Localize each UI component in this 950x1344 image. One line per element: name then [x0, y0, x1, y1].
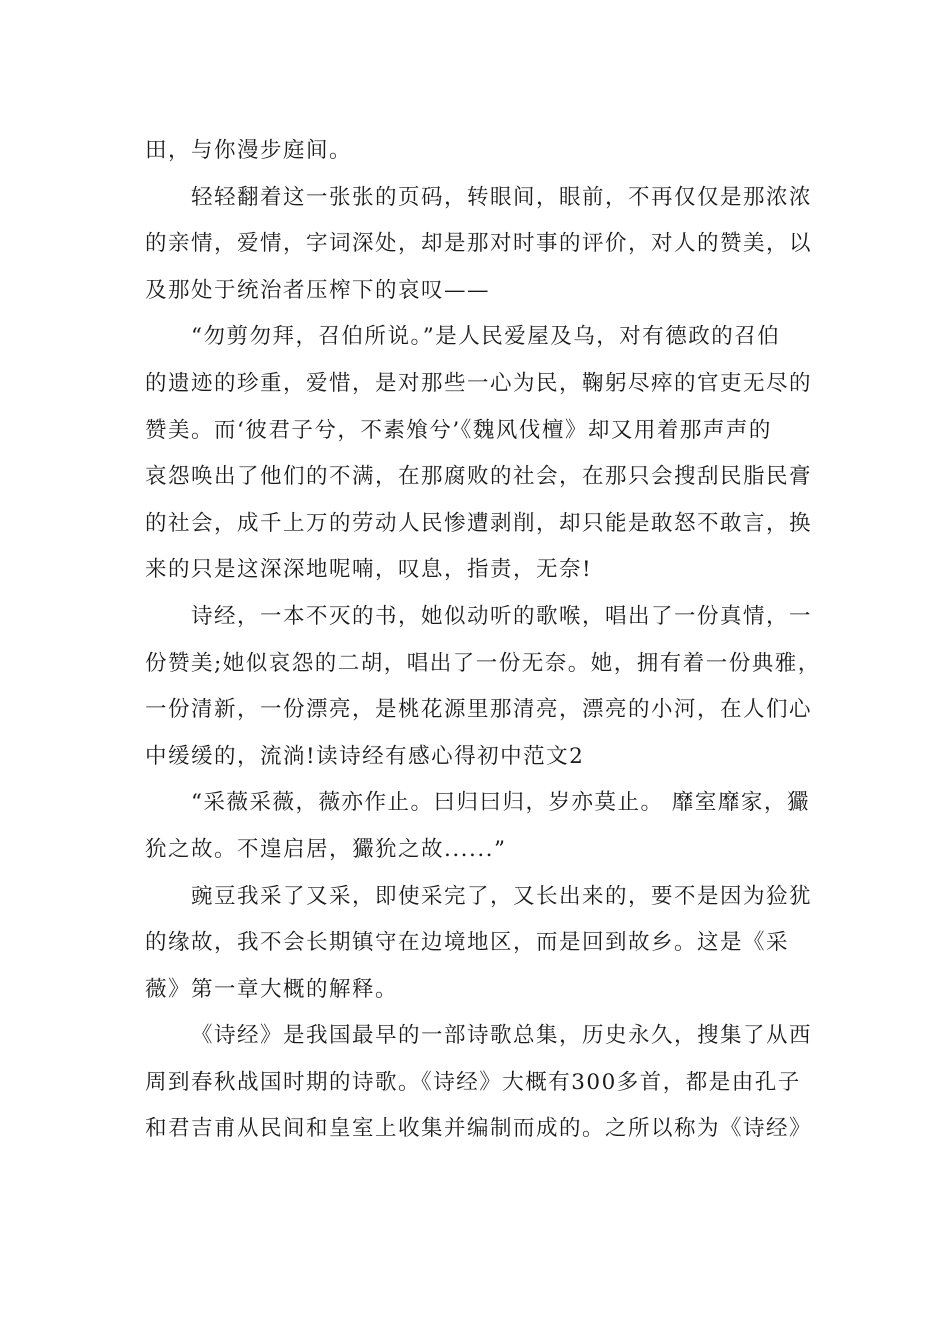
text-line: 诗经，一本不灭的书，她似动听的歌喉，唱出了一份真情，一 [191, 603, 813, 629]
text-line: 田，与你漫步庭间。 [145, 138, 353, 163]
text-line: 的遗迹的珍重，爱惜，是对那些一心为民，鞠躬尽瘁的官吏无尽的 [145, 370, 813, 396]
text-line: 和君吉甫从民间和皇室上收集并编制而成的。之所以称为《诗经》 [145, 1116, 813, 1142]
text-line: 豌豆我采了又采，即使采完了，又长出来的，要不是因为猃犹 [191, 883, 813, 909]
text-line: 狁之故。不遑启居，玁狁之故......” [145, 836, 507, 862]
text-line: 来的只是这深深地呢喃，叹息，指责，无奈! [145, 557, 593, 583]
text-line: 份赞美;她似哀怨的二胡，唱出了一份无奈。她，拥有着一份典雅， [145, 650, 821, 676]
text-line: 的缘故，我不会长期镇守在边境地区，而是回到故乡。这是《采 [145, 930, 790, 956]
text-line: 中缓缓的，流淌!读诗经有感心得初中范文2 [145, 743, 585, 769]
text-line: 及那处于统治者压榨下的哀叹—— [145, 277, 491, 303]
text-line: “采薇采薇，薇亦作止。曰归曰归，岁亦莫止。 靡室靡家，玁 [191, 790, 810, 816]
text-line: 的亲情，爱情，字词深处，却是那对时事的评价，对人的赞美，以 [145, 231, 813, 257]
text-line: “勿剪勿拜，召伯所说。”是人民爱屋及乌，对有德政的召伯 [191, 324, 781, 350]
text-line: 《诗经》是我国最早的一部诗歌总集，历史永久，搜集了从西 [191, 1023, 813, 1049]
text-line: 薇》第一章大概的解释。 [145, 976, 399, 1002]
text-line: 一份清新，一份漂亮，是桃花源里那清亮，漂亮的小河，在人们心 [145, 697, 813, 723]
text-line: 的社会，成千上万的劳动人民惨遭剥削，却只能是敢怒不敢言，换 [145, 510, 813, 536]
text-line: 轻轻翻着这一张张的页码，转眼间，眼前，不再仅仅是那浓浓 [191, 184, 813, 210]
text-line: 哀怨唤出了他们的不满，在那腐败的社会，在那只会搜刮民脂民膏 [145, 464, 813, 490]
text-line: 赞美。而‘彼君子兮，不素飧兮’《魏风伐檀》却又用着那声声的 [145, 417, 772, 443]
text-line: 周到春秋战国时期的诗歌。《诗经》大概有300多首，都是由孔子 [145, 1069, 801, 1095]
body-text [145, 128, 821, 1153]
